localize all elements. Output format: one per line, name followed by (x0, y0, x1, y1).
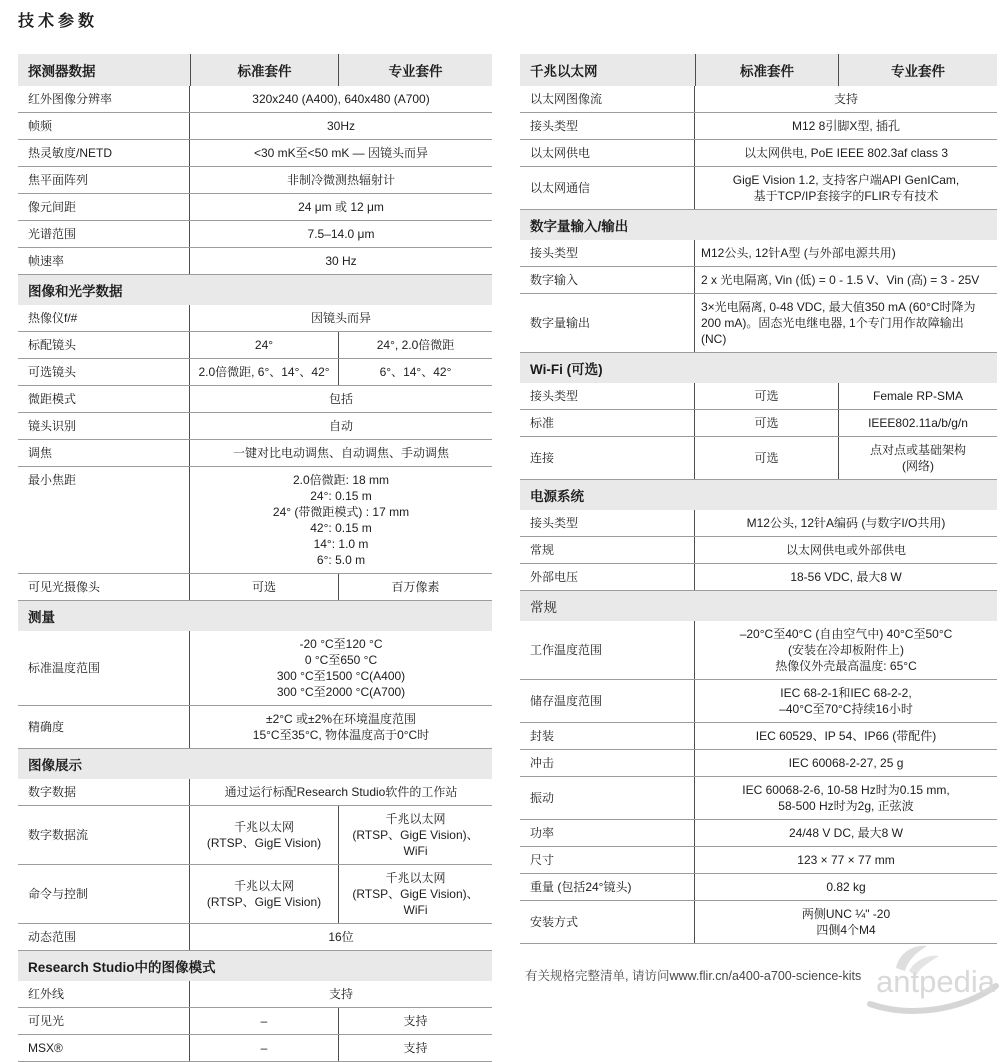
value-line: 点对点或基础架构 (869, 443, 966, 457)
table-row (18, 467, 492, 574)
row-label: 数字输入 (520, 267, 695, 293)
section-header: 常规 (520, 591, 997, 621)
value-line: GigE Vision 1.2, 支持客户端API GenICam, (732, 173, 960, 187)
table-row (18, 167, 492, 194)
row-label: 像元间距 (18, 194, 190, 220)
row-value (190, 167, 492, 193)
row-label: 工作温度范围 (520, 621, 695, 679)
row-label: 以太网供电 (520, 140, 695, 166)
row-value (190, 86, 492, 112)
table-row (520, 294, 997, 353)
value-line: 通过运行标配Research Studio软件的工作站 (224, 785, 458, 799)
row-label: 动态范围 (18, 924, 190, 950)
value-line: <30 mK至<50 mK — 因镜头而异 (253, 146, 429, 160)
value-line: IEC 60068-2-27, 25 g (788, 756, 904, 770)
row-value (695, 167, 997, 209)
table-row (520, 167, 997, 210)
table-row (520, 267, 997, 294)
section-header: Research Studio中的图像模式 (18, 951, 492, 981)
value-line: 24° (254, 338, 274, 352)
row-label: 数字数据流 (18, 806, 190, 864)
table-row (18, 113, 492, 140)
row-value (190, 467, 492, 573)
value-line: 2 x 光电隔离, Vin (低) = 0 - 1.5 V、Vin (高) = 3 - 25V (701, 273, 980, 287)
row-value (338, 332, 492, 358)
value-line: (RTSP、GigE Vision)、WiFi (352, 887, 479, 917)
row-value (695, 240, 997, 266)
table-row (520, 874, 997, 901)
table-row (520, 564, 997, 591)
row-label: 重量 (包括24°镜头) (520, 874, 695, 900)
value-line: 四侧4个M4 (816, 923, 876, 937)
row-label: 可选镜头 (18, 359, 190, 385)
value-line: 15°C至35°C, 物体温度高于0°C时 (252, 728, 430, 742)
section-header: 电源系统 (520, 480, 997, 510)
row-value (695, 410, 838, 436)
value-line: IEC 60068-2-6, 10-58 Hz时为0.15 mm, (742, 783, 950, 797)
value-line: 3×光电隔离, 0-48 VDC, 最大值350 mA (60°C时降为 (701, 300, 976, 314)
row-value (838, 437, 997, 479)
row-value (695, 294, 997, 352)
row-value (190, 248, 492, 274)
table-row (18, 305, 492, 332)
row-value (190, 113, 492, 139)
row-value (338, 1008, 492, 1034)
row-value (190, 194, 492, 220)
table-row (520, 680, 997, 723)
row-label: 调焦 (18, 440, 190, 466)
value-line: 支持 (403, 1014, 428, 1028)
value-line: 18-56 VDC, 最大8 W (790, 570, 902, 584)
table-row (18, 86, 492, 113)
row-label: 接头类型 (520, 510, 695, 536)
section-header: 图像展示 (18, 749, 492, 779)
value-line: 包括 (328, 392, 353, 406)
value-line: 可选 (251, 580, 276, 594)
value-line: 58-500 Hz时为2g, 正弦波 (778, 799, 914, 813)
value-line: 7.5–14.0 μm (307, 227, 375, 241)
row-label: 标配镜头 (18, 332, 190, 358)
section-header: 数字量输入/输出 (520, 210, 997, 240)
row-value (838, 383, 997, 409)
row-label: 外部电压 (520, 564, 695, 590)
row-value (338, 574, 492, 600)
table-row (520, 383, 997, 410)
value-line: 6°、14°、42° (379, 365, 452, 379)
row-value (695, 383, 838, 409)
value-line: 200 mA)。固态光电继电器, 1个专门用作故障输出 (701, 316, 964, 330)
row-label: 安装方式 (520, 901, 695, 943)
value-line: 以太网供电, PoE IEEE 802.3af class 3 (743, 146, 949, 160)
table-row (18, 140, 492, 167)
value-line: 千兆以太网 (233, 879, 294, 893)
row-label: 封装 (520, 723, 695, 749)
value-line: – (260, 1014, 268, 1028)
row-value (695, 723, 997, 749)
table-row (18, 865, 492, 924)
row-value (695, 86, 997, 112)
row-label: 命令与控制 (18, 865, 190, 923)
row-label: 振动 (520, 777, 695, 819)
value-line: (RTSP、GigE Vision) (206, 836, 322, 850)
table-row (520, 723, 997, 750)
value-line: 300 °C至2000 °C(A700) (276, 685, 406, 699)
row-label: 最小焦距 (18, 467, 190, 573)
value-line: (NC) (701, 332, 727, 346)
row-value (190, 574, 338, 600)
value-line: 自动 (328, 419, 353, 433)
table-header-title: 千兆以太网 (530, 64, 598, 79)
row-value (190, 359, 338, 385)
value-line: 可选 (754, 389, 779, 403)
row-value (190, 140, 492, 166)
table-row (18, 221, 492, 248)
row-label: 精确度 (18, 706, 190, 748)
row-label: 冲击 (520, 750, 695, 776)
table-row (18, 332, 492, 359)
value-line: 两侧UNC ¼" -20 (801, 907, 891, 921)
section-header: 图像和光学数据 (18, 275, 492, 305)
row-value (190, 706, 492, 748)
value-line: 可选 (754, 416, 779, 430)
table-row (520, 510, 997, 537)
value-line: M12公头, 12针A型 (与外部电源共用) (701, 246, 896, 260)
value-line: 123 × 77 × 77 mm (797, 853, 895, 867)
table-header-row (520, 54, 997, 86)
value-line: (RTSP、GigE Vision) (206, 895, 322, 909)
table-row (520, 86, 997, 113)
section-header: 测量 (18, 601, 492, 631)
row-value (695, 750, 997, 776)
table-row (18, 779, 492, 806)
row-label: MSX® (18, 1035, 190, 1061)
value-line: 可选 (754, 451, 779, 465)
row-label: 以太网图像流 (520, 86, 695, 112)
value-line: Female RP-SMA (872, 389, 964, 403)
table-row (520, 140, 997, 167)
value-line: 2.0倍微距, 6°、14°、42° (198, 365, 330, 379)
value-line: 一键对比电动调焦、自动调焦、手动调焦 (232, 446, 449, 460)
value-line: 320x240 (A400), 640x480 (A700) (252, 92, 430, 106)
row-label: 接头类型 (520, 113, 695, 139)
row-label: 光谱范围 (18, 221, 190, 247)
value-line: -20 °C至120 °C (299, 637, 383, 651)
row-value (190, 806, 338, 864)
row-value (695, 537, 997, 563)
row-value (695, 874, 997, 900)
row-value (695, 437, 838, 479)
value-line: ±2°C 或±2%在环境温度范围 (266, 712, 416, 726)
table-header-title: 探测器数据 (28, 64, 96, 79)
value-line: 30Hz (326, 119, 355, 133)
row-value (190, 981, 492, 1007)
table-row (520, 901, 997, 944)
value-line: 14°: 1.0 m (313, 537, 369, 551)
table-row (18, 440, 492, 467)
value-line: 42°: 0.15 m (310, 521, 372, 535)
table-row (18, 631, 492, 706)
value-line: 16位 (328, 930, 354, 944)
row-value (190, 631, 492, 705)
table-row (520, 240, 997, 267)
value-line: 基于TCP/IP套接字的FLIR专有技术 (753, 189, 939, 203)
table-row (18, 924, 492, 951)
value-line: 6°: 5.0 m (316, 553, 366, 567)
value-line: (安装在冷却板附件上) (788, 643, 904, 657)
table-row (18, 413, 492, 440)
value-line: 千兆以太网 (233, 820, 294, 834)
row-value (190, 1008, 338, 1034)
row-value (190, 440, 492, 466)
table-row (520, 437, 997, 480)
row-value (695, 113, 997, 139)
row-value (695, 621, 997, 679)
value-line: 因镜头而异 (310, 311, 371, 325)
row-value (695, 267, 997, 293)
value-line: 30 Hz (325, 254, 357, 268)
row-value (338, 806, 492, 864)
value-line: 支持 (403, 1041, 428, 1055)
row-label: 红外线 (18, 981, 190, 1007)
row-value (695, 777, 997, 819)
table-row (18, 574, 492, 601)
row-label: 以太网通信 (520, 167, 695, 209)
table-row (520, 537, 997, 564)
row-value (695, 140, 997, 166)
value-line: (RTSP、GigE Vision)、WiFi (352, 828, 479, 858)
value-line: IEEE802.11a/b/g/n (868, 416, 968, 430)
row-value (190, 221, 492, 247)
row-label: 连接 (520, 437, 695, 479)
row-label: 镜头识别 (18, 413, 190, 439)
column-header-pro: 专业套件 (838, 54, 997, 86)
table-row (18, 359, 492, 386)
value-line: 千兆以太网 (385, 871, 446, 885)
row-value (190, 865, 338, 923)
row-label: 数字数据 (18, 779, 190, 805)
table-row (520, 410, 997, 437)
row-value (695, 901, 997, 943)
row-value (190, 924, 492, 950)
column-header-pro: 专业套件 (338, 54, 492, 86)
value-line: – (260, 1041, 268, 1055)
value-line: 百万像素 (391, 580, 440, 594)
value-line: 0 °C至650 °C (304, 653, 378, 667)
row-value (338, 865, 492, 923)
value-line: 24° (带微距模式) : 17 mm (272, 505, 410, 519)
table-row (520, 750, 997, 777)
value-line: 以太网供电或外部供电 (785, 543, 906, 557)
value-line: 热像仪外壳最高温度: 65°C (775, 659, 917, 673)
table-row (18, 248, 492, 275)
column-header-standard: 标准套件 (695, 54, 838, 86)
table-row (18, 386, 492, 413)
table-row (18, 981, 492, 1008)
table-row (18, 706, 492, 749)
row-value (695, 847, 997, 873)
row-label: 储存温度范围 (520, 680, 695, 722)
value-line: 千兆以太网 (385, 812, 446, 826)
row-value (695, 564, 997, 590)
table-row (18, 194, 492, 221)
row-label: 可见光 (18, 1008, 190, 1034)
table-row (520, 777, 997, 820)
row-value (695, 510, 997, 536)
spec-table-detector (18, 54, 492, 1062)
spec-table-ethernet (520, 54, 997, 944)
row-label: 尺寸 (520, 847, 695, 873)
row-value (695, 680, 997, 722)
value-line: 2.0倍微距: 18 mm (292, 473, 390, 487)
value-line: –40°C至70°C持续16小时 (779, 702, 913, 716)
value-line: 300 °C至1500 °C(A400) (276, 669, 406, 683)
row-label: 微距模式 (18, 386, 190, 412)
column-header-standard: 标准套件 (190, 54, 338, 86)
row-label: 接头类型 (520, 383, 695, 409)
row-value (190, 413, 492, 439)
value-line: IEC 60529、IP 54、IP66 (带配件) (755, 729, 937, 743)
row-label: 功率 (520, 820, 695, 846)
row-value (190, 332, 338, 358)
row-label: 常规 (520, 537, 695, 563)
table-row (520, 847, 997, 874)
row-label: 标准温度范围 (18, 631, 190, 705)
row-value (190, 779, 492, 805)
row-value (190, 386, 492, 412)
table-row (18, 1035, 492, 1062)
row-label: 焦平面阵列 (18, 167, 190, 193)
row-label: 热像仪f/# (18, 305, 190, 331)
row-label: 数字量输出 (520, 294, 695, 352)
value-line: 24°, 2.0倍微距 (376, 338, 455, 352)
footer-note: 有关规格完整清单, 请访问www.flir.cn/a400-a700-science-kits (525, 969, 862, 983)
value-line: 24°: 0.15 m (310, 489, 372, 503)
row-label: 帧频 (18, 113, 190, 139)
row-label: 标准 (520, 410, 695, 436)
section-header: Wi-Fi (可选) (520, 353, 997, 383)
value-line: M12 8引脚X型, 插孔 (791, 119, 901, 133)
antpedia-watermark (866, 940, 1000, 1035)
table-row (18, 1008, 492, 1035)
row-value (338, 1035, 492, 1061)
row-value (338, 359, 492, 385)
row-value (190, 1035, 338, 1061)
row-label: 红外图像分辨率 (18, 86, 190, 112)
row-value (695, 820, 997, 846)
antpedia-watermark-text: antpedia (876, 964, 995, 999)
table-header-row (18, 54, 492, 86)
table-row (18, 806, 492, 865)
row-label: 接头类型 (520, 240, 695, 266)
value-line: M12公头, 12针A编码 (与数字I/O共用) (746, 516, 946, 530)
value-line: 0.82 kg (826, 880, 866, 894)
value-line: –20°C至40°C (自由空气中) 40°C至50°C (739, 627, 953, 641)
value-line: 支持 (833, 92, 858, 106)
row-label: 热灵敏度/NETD (18, 140, 190, 166)
row-label: 可见光摄像头 (18, 574, 190, 600)
row-value (190, 305, 492, 331)
table-row (520, 820, 997, 847)
value-line: 支持 (328, 987, 353, 1001)
value-line: (网络) (902, 459, 934, 473)
page-title: 技术参数 (18, 13, 99, 30)
value-line: 24/48 V DC, 最大8 W (788, 826, 904, 840)
value-line: 24 μm 或 12 μm (298, 200, 384, 214)
row-label: 帧速率 (18, 248, 190, 274)
row-value (838, 410, 997, 436)
table-row (520, 113, 997, 140)
value-line: 非制冷微测热辐射计 (286, 173, 395, 187)
value-line: IEC 68-2-1和IEC 68-2-2, (780, 686, 912, 700)
table-row (520, 621, 997, 680)
